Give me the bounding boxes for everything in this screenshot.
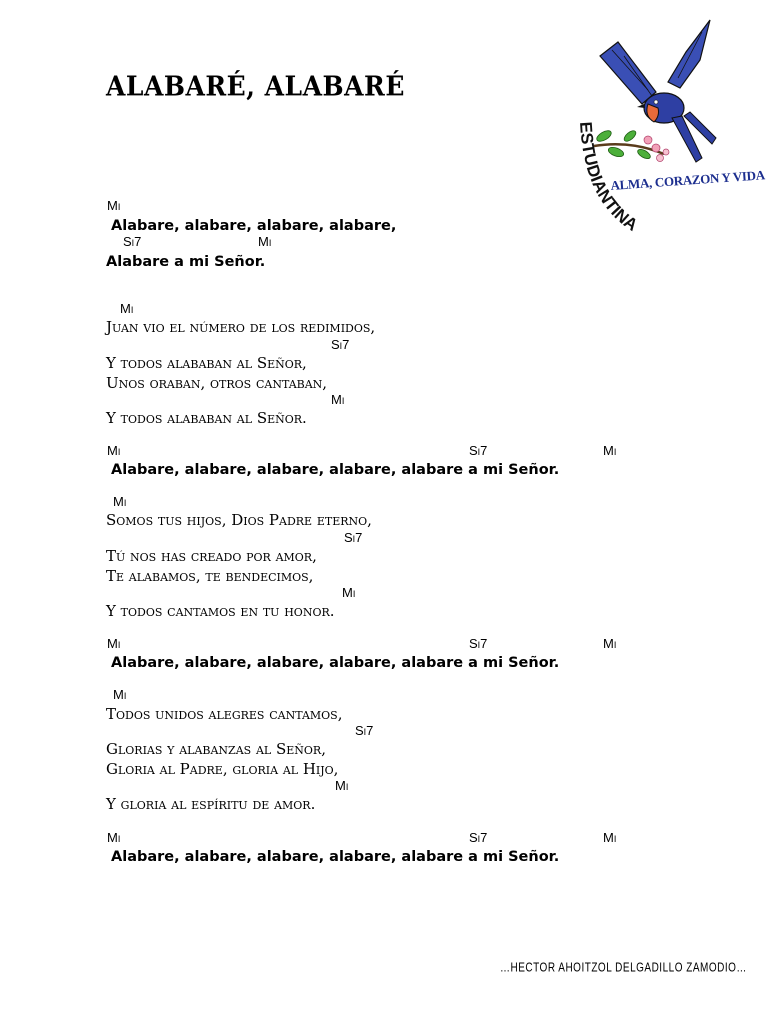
chord: Si7 xyxy=(331,337,350,352)
chord: Mi xyxy=(331,392,345,407)
verse1-line-3: Unos oraban, otros cantaban, xyxy=(106,374,328,392)
verse1-line-1: Juan vio el número de los redimidos, xyxy=(106,318,376,336)
estudiantina-logo xyxy=(560,12,735,247)
author-footer: …HECTOR AHOITZOL DELGADILLO ZAMODIO… xyxy=(500,961,747,976)
verse1-line-4: Y todos alababan al Señor. xyxy=(106,409,307,427)
logo-arc-text: ESTUDIANTINA xyxy=(575,121,642,235)
swallow-bird-icon xyxy=(600,20,716,162)
chorus-line: Alabare, alabare, alabare, alabare, alabare a mi Señor. xyxy=(111,655,560,671)
chorus-line: Alabare, alabare, alabare, alabare, alabare a mi Señor. xyxy=(111,462,560,478)
chord: Mi xyxy=(107,636,121,651)
logo-motto: ALMA, CORAZON Y VIDA xyxy=(610,167,766,193)
verse3-line-3: Gloria al Padre, gloria al Hijo, xyxy=(106,760,339,778)
chord: Si7 xyxy=(469,443,488,458)
chord: Si7 xyxy=(469,830,488,845)
chord: Mi xyxy=(120,301,134,316)
chord: Mi xyxy=(258,234,272,249)
verse2-line-4: Y todos cantamos en tu honor. xyxy=(106,602,335,620)
chord: Si7 xyxy=(123,234,142,249)
song-title: ALABARÉ, ALABARÉ xyxy=(106,70,405,102)
intro-line-2: Alabare a mi Señor. xyxy=(106,254,266,270)
chord: Mi xyxy=(107,830,121,845)
verse2-line-2: Tú nos has creado por amor, xyxy=(106,547,317,565)
chord: Mi xyxy=(603,830,617,845)
verse1-line-2: Y todos alababan al Señor, xyxy=(106,354,307,372)
verse2-line-1: Somos tus hijos, Dios Padre eterno, xyxy=(106,511,372,529)
chord: Mi xyxy=(113,687,127,702)
chord: Si7 xyxy=(469,636,488,651)
chord: Mi xyxy=(113,494,127,509)
verse2-line-3: Te alabamos, te bendecimos, xyxy=(106,567,314,585)
intro-line-1: Alabare, alabare, alabare, alabare, xyxy=(111,218,397,234)
chord: Mi xyxy=(107,198,121,213)
verse3-line-1: Todos unidos alegres cantamos, xyxy=(106,705,343,723)
chord: Mi xyxy=(603,443,617,458)
chord: Mi xyxy=(107,443,121,458)
chord: Si7 xyxy=(355,723,374,738)
chord: Mi xyxy=(342,585,356,600)
chorus-line: Alabare, alabare, alabare, alabare, alabare a mi Señor. xyxy=(111,849,560,865)
chord: Mi xyxy=(603,636,617,651)
flowering-branch-icon xyxy=(594,129,669,162)
verse3-line-2: Glorias y alabanzas al Señor, xyxy=(106,740,326,758)
chord: Mi xyxy=(335,778,349,793)
verse3-line-4: Y gloria al espíritu de amor. xyxy=(106,795,316,813)
chord: Si7 xyxy=(344,530,363,545)
